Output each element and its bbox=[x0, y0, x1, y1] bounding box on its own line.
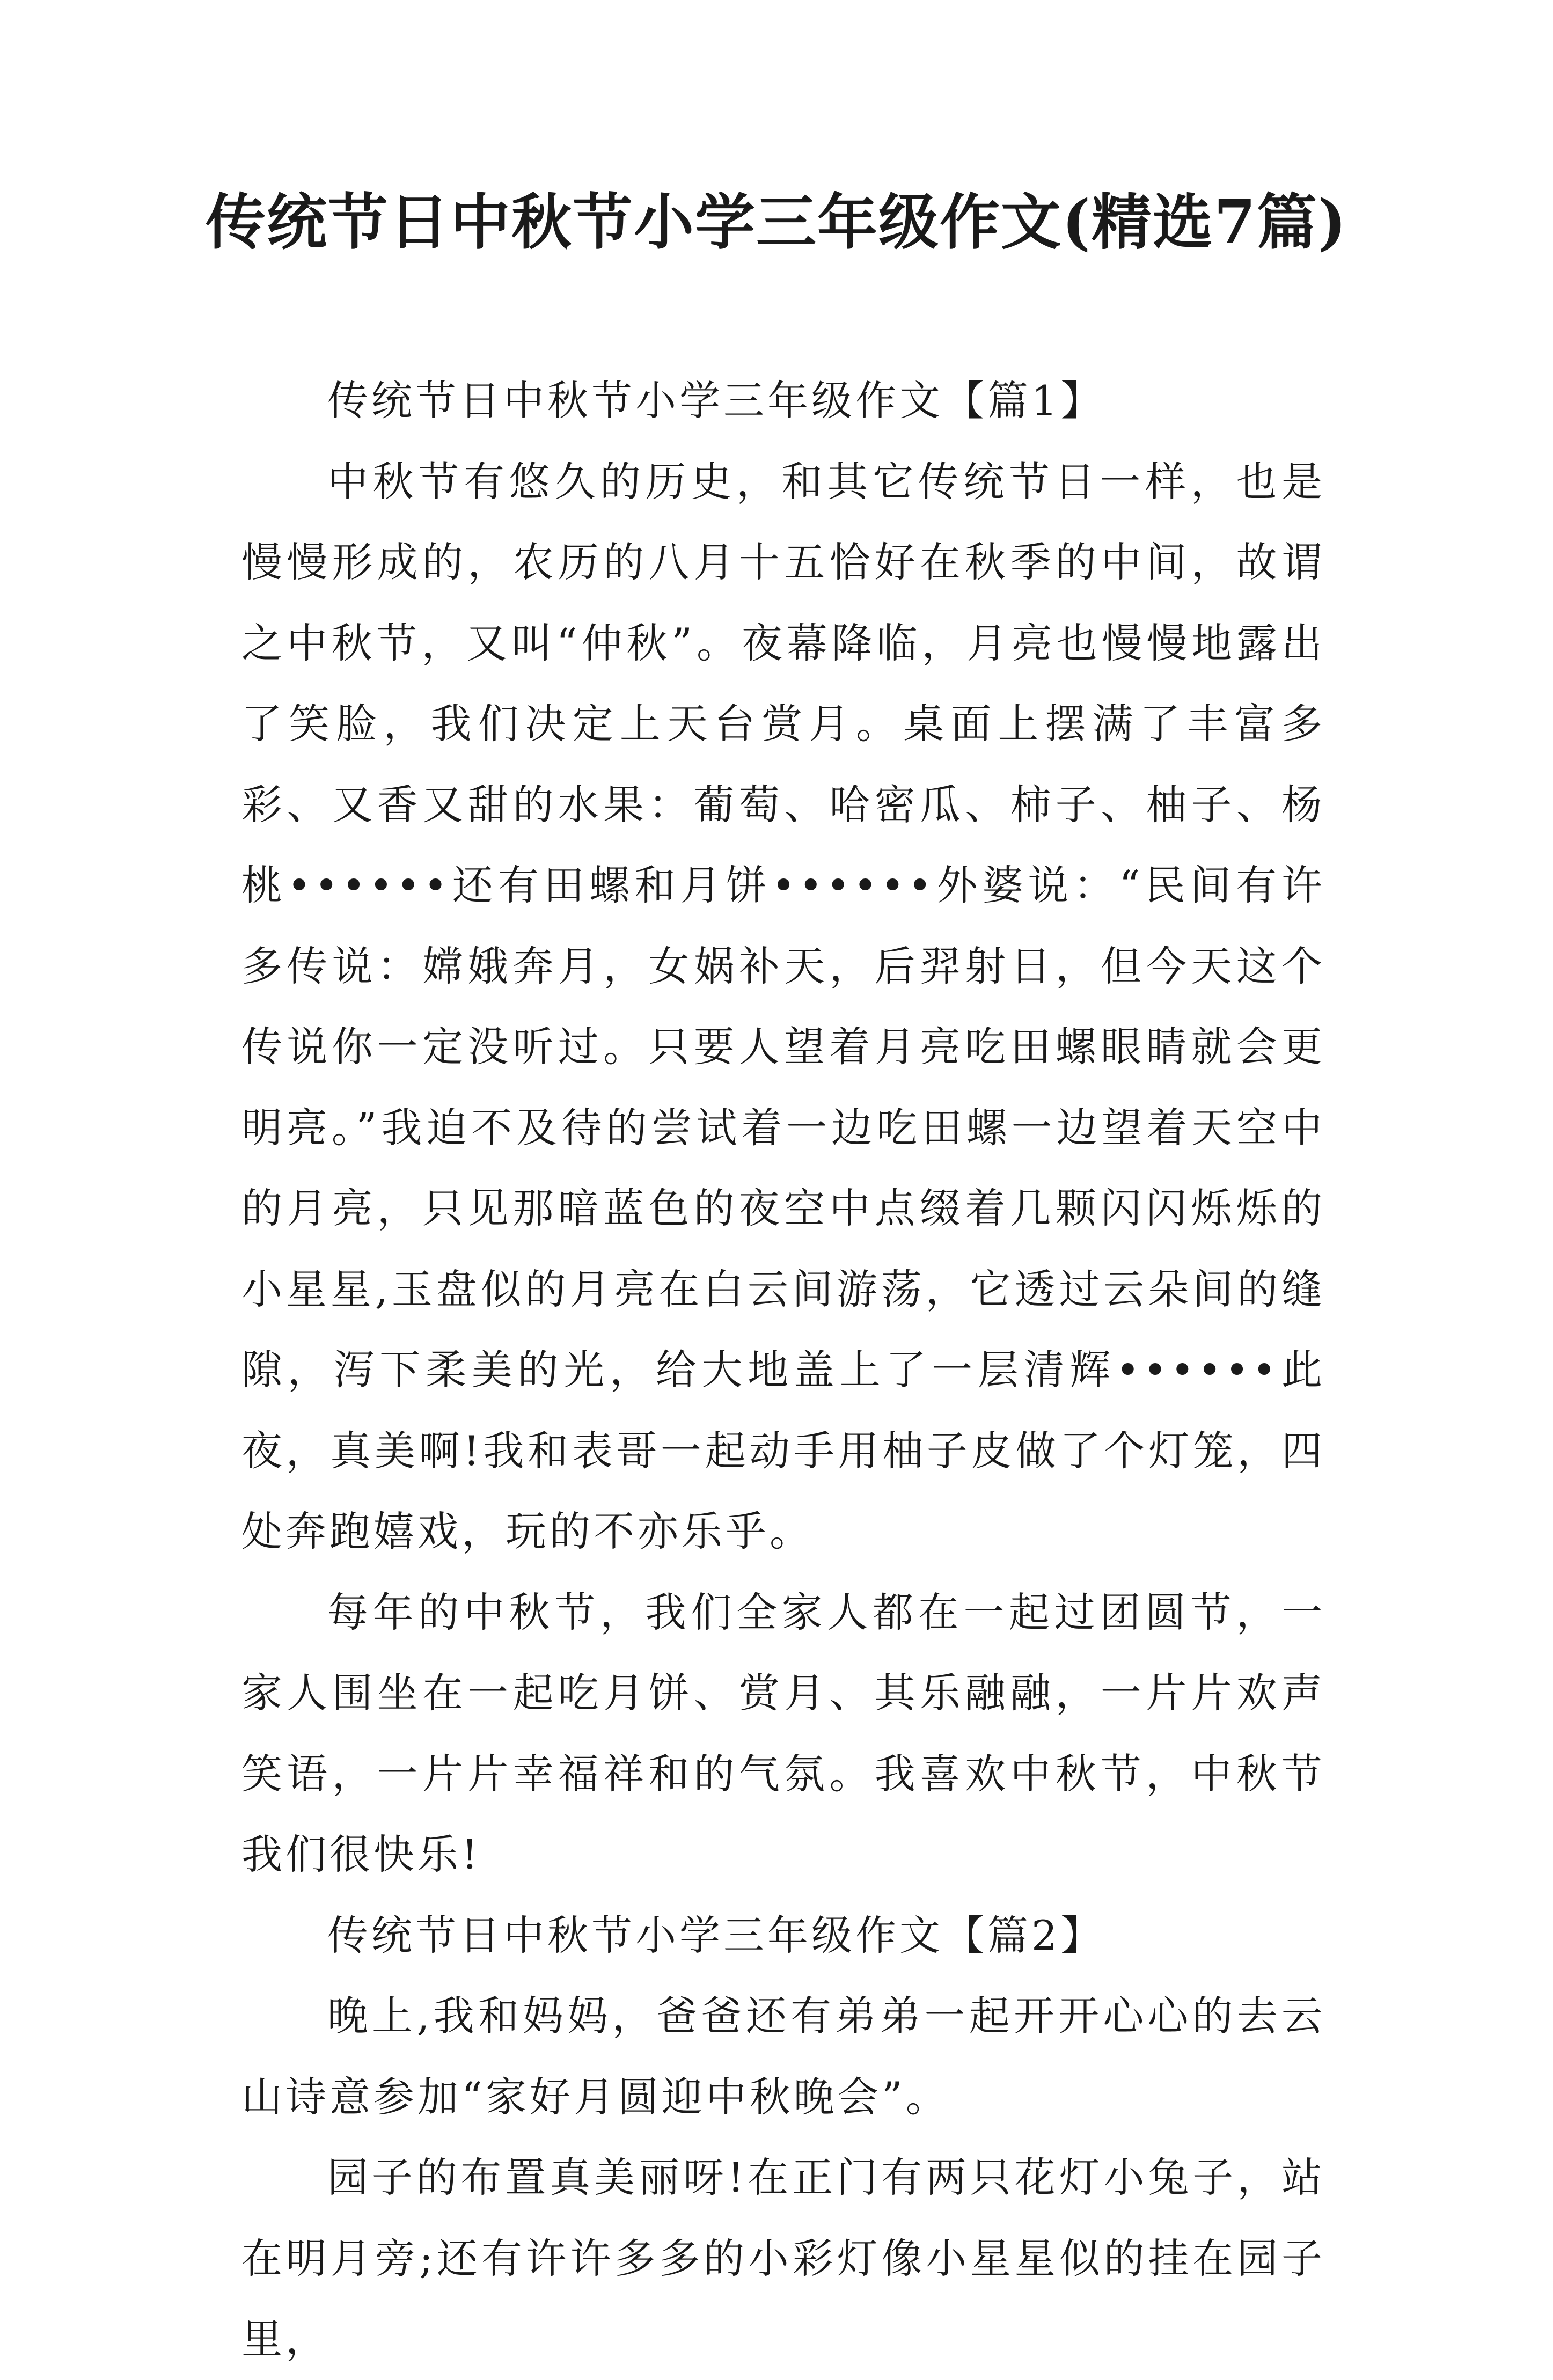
paragraph: 每年的中秋节，我们全家人都在一起过团圆节，一家人围坐在一起吃月饼、赏月、其乐融融，一片片欢声笑语，一片片幸福祥和的气氛。我喜欢中秋节，中秋节我们很快乐! bbox=[241, 1588, 1325, 1878]
document-body bbox=[241, 361, 1325, 2380]
paragraph: 中秋节有悠久的历史，和其它传统节日一样，也是慢慢形成的，农历的八月十五恰好在秋季的中间，故谓之中秋节，又叫“仲秋”。夜幕降临，月亮也慢慢地露出了笑脸，我们决定上天台赏月。桌面上摆满了丰富多彩、又香又甜的水果：葡萄、哈密瓜、柿子、柚子、杨桃••••••还有田螺和月饼••••••外婆说：“民间有许多传说：嫦娥奔月，女娲补天，后羿射日，但今天这个传说你一定没听过。只要人望着月亮吃田螺眼睛就会更明亮。”我迫不及待的尝试着一边吃田螺一边望着天空中的月亮，只见那暗蓝色的夜空中点缀着几颗闪闪烁烁的小星星,玉盘似的月亮在白云间游荡，它透过云朵间的缝隙，泻下柔美的光，给大地盖上了一层清辉••••••此夜，真美啊!我和表哥一起动手用柚子皮做了个灯笼，四处奔跑嬉戏，玩的不亦乐乎。 bbox=[241, 457, 1325, 1555]
paragraph: 园子的布置真美丽呀!在正门有两只花灯小兔子，站在明月旁;还有许许多多的小彩灯像小星星似的挂在园子里， bbox=[241, 2154, 1325, 2363]
section-heading-2: 传统节日中秋节小学三年级作文【篇2】 bbox=[327, 1911, 1105, 1959]
section-heading-1: 传统节日中秋节小学三年级作文【篇1】 bbox=[327, 377, 1105, 424]
paragraph: 晚上,我和妈妈，爸爸还有弟弟一起开开心心的去云山诗意参加“家好月圆迎中秋晚会”。 bbox=[241, 1992, 1325, 2121]
document-title: 传统节日中秋节小学三年级作文(精选7篇) bbox=[206, 187, 1347, 258]
